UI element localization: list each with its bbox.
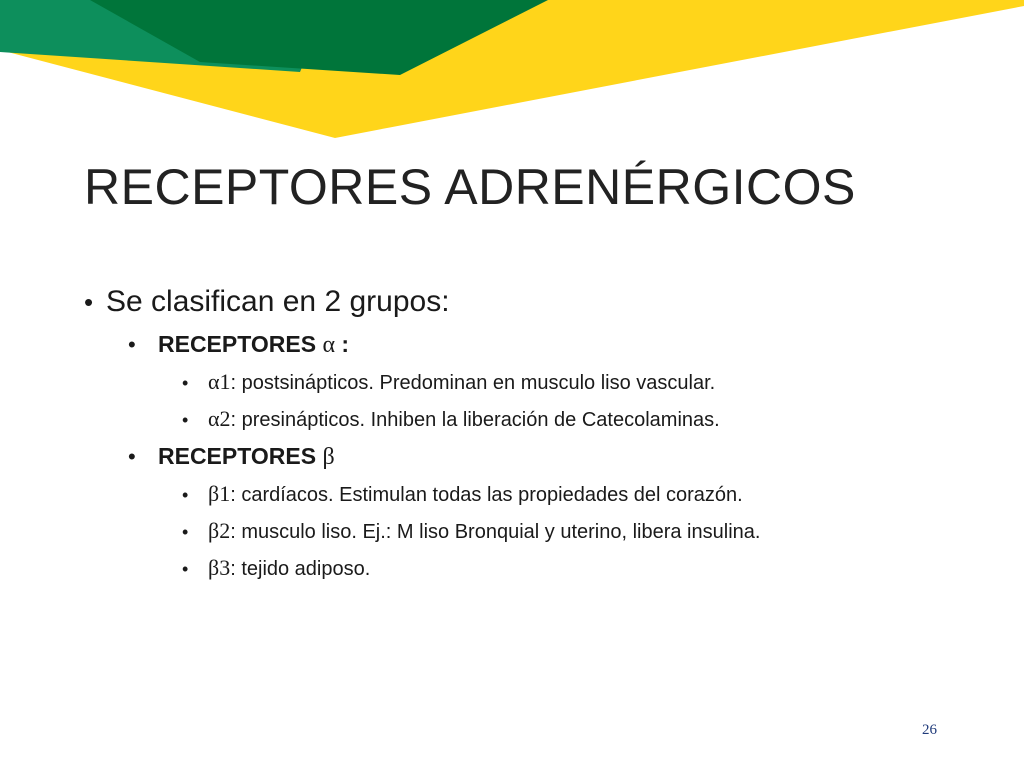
item-text: : presinápticos. Inhiben la liberación de Catecolaminas. bbox=[230, 409, 720, 431]
bullet-text: Se clasifican en 2 grupos: bbox=[106, 285, 450, 318]
greek-symbol: β1 bbox=[208, 481, 231, 506]
item-text: : tejido adiposo. bbox=[230, 558, 371, 580]
bullet-marker: • bbox=[128, 332, 136, 357]
greek-symbol: α bbox=[322, 332, 336, 358]
group-suffix: : bbox=[335, 331, 350, 357]
greek-symbol: β2 bbox=[208, 518, 231, 543]
list-item-beta3 bbox=[182, 555, 760, 592]
greek-symbol: α2 bbox=[208, 406, 231, 431]
greek-symbol: β bbox=[322, 444, 335, 470]
bullet-list bbox=[84, 285, 760, 592]
slide-title: RECEPTORES ADRENÉRGICOS bbox=[84, 159, 856, 215]
group-label: RECEPTORES bbox=[158, 331, 323, 357]
item-text: : cardíacos. Estimulan todas las propiedades del corazón. bbox=[230, 484, 743, 506]
bullet-marker: • bbox=[84, 287, 94, 317]
group-beta-heading bbox=[128, 443, 760, 481]
group-label: RECEPTORES bbox=[158, 443, 323, 469]
group-alpha-heading bbox=[128, 331, 760, 369]
page-number: 26 bbox=[922, 722, 937, 738]
list-item-alpha2 bbox=[182, 406, 760, 443]
greek-symbol: α1 bbox=[208, 369, 231, 394]
greek-symbol: β3 bbox=[208, 555, 231, 580]
bullet-marker: • bbox=[182, 410, 189, 430]
header-banner bbox=[0, 0, 1024, 150]
item-text: : postsinápticos. Predominan en musculo liso vascular. bbox=[230, 372, 716, 394]
list-item-alpha1 bbox=[182, 369, 760, 406]
item-text: : musculo liso. Ej.: M liso Bronquial y uterino, libera insulina. bbox=[230, 521, 761, 543]
bullet-marker: • bbox=[182, 559, 189, 579]
bullet-marker: • bbox=[128, 444, 136, 469]
bullet-level1 bbox=[84, 285, 760, 331]
list-item-beta2 bbox=[182, 518, 760, 555]
bullet-marker: • bbox=[182, 485, 189, 505]
bullet-marker: • bbox=[182, 522, 189, 542]
list-item-beta1 bbox=[182, 481, 760, 518]
bullet-marker: • bbox=[182, 373, 189, 393]
